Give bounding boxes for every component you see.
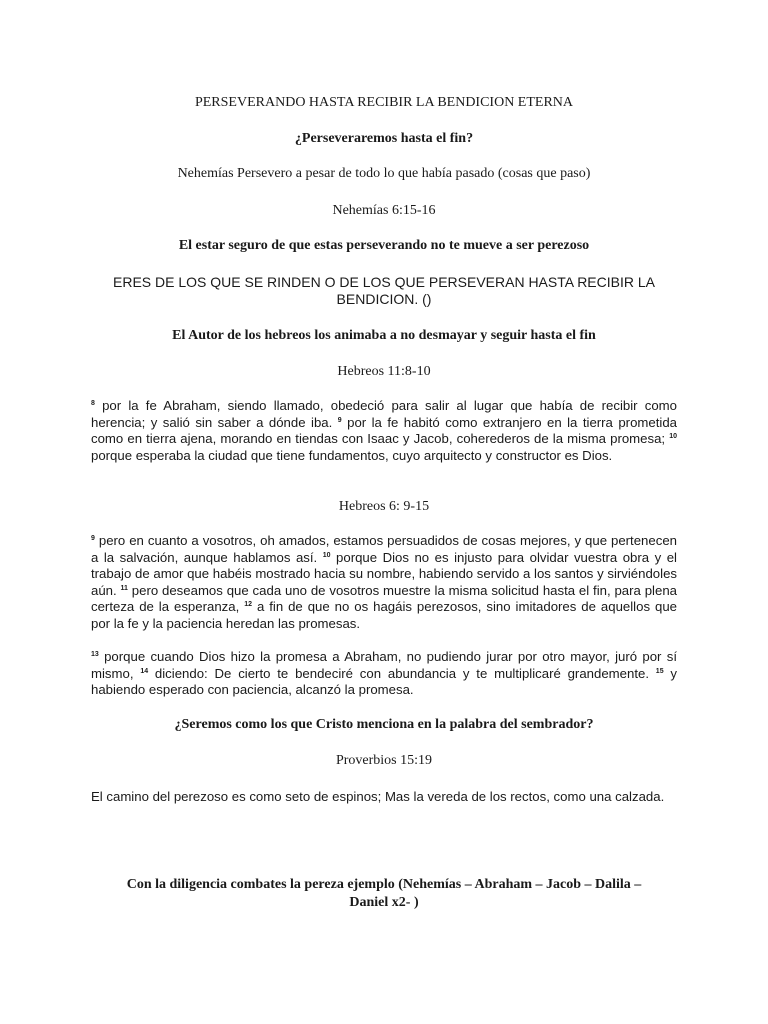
verse-text: porque esperaba la ciudad que tiene fundamentos, cuyo arquitecto y constructor es Dios. bbox=[91, 447, 613, 463]
question-perseverance: ¿Perseveraremos hasta el fin? bbox=[294, 131, 474, 146]
verse-number: 12 bbox=[244, 601, 252, 608]
verse-text: pero deseamos que cada uno de vosotros muestre la misma solicitud hasta el fin, para plena certeza de la esperanza, bbox=[91, 582, 677, 614]
verse-number: 11 bbox=[120, 584, 128, 592]
verse-text: por la fe Abraham, siendo llamado, obedeció para salir al lugar que había de recibir como herencia; y salió sin saber a dónde iba. bbox=[91, 398, 677, 430]
statement-lazy: El estar seguro de que estas perseverando no te mueve a ser perezoso bbox=[178, 238, 590, 253]
verse-number: 9 bbox=[91, 535, 95, 542]
verse-number: 13 bbox=[91, 651, 99, 658]
verse-number: 9 bbox=[337, 416, 342, 424]
verse-text: y habiendo esperado con paciencia, alcanzó la promesa. bbox=[91, 665, 677, 697]
verse-text: diciendo: De cierto te bendeciré con abundancia y te multiplicaré grandemente. bbox=[148, 665, 656, 681]
caps-question bbox=[0, 274, 768, 308]
question-sower: ¿Seremos como los que Cristo menciona en la palabra del sembrador? bbox=[174, 717, 594, 732]
verse-text: porque Dios no es injusto para olvidar vuestra obra y el trabajo de amor que habéis mostrado hacia su nombre, habiendo servido a los santos y sirviéndoles aún. bbox=[91, 549, 677, 598]
reference-nehemias: Nehemías 6:15-16 bbox=[332, 203, 436, 218]
closing-line-2: Daniel x2- ) bbox=[349, 895, 419, 910]
verse-text: pero en cuanto a vosotros, oh amados, estamos persuadidos de cosas mejores, y que pertenecen a la salvación, aunque hablamos así. bbox=[91, 533, 677, 565]
verse-block-hebreos-6-part-1 bbox=[91, 533, 677, 632]
nehemias-note: Nehemías Persevero a pesar de todo lo que había pasado (cosas que paso) bbox=[177, 166, 591, 181]
verse-number: 10 bbox=[322, 551, 331, 559]
verse-text: a fin de que no os hagáis perezosos, sino imitadores de aquellos que por la fe y la paciencia heredan las promesas. bbox=[91, 599, 677, 631]
caps-question-line-2: BENDICION. () bbox=[336, 291, 432, 307]
statement-hebrews-author: El Autor de los hebreos los animaba a no desmayar y seguir hasta el fin bbox=[172, 328, 596, 343]
verse-number: 10 bbox=[669, 433, 677, 440]
document-title: PERSEVERANDO HASTA RECIBIR LA BENDICION ETERNA bbox=[194, 95, 574, 110]
reference-hebreos-6: Hebreos 6: 9-15 bbox=[338, 499, 430, 514]
caps-question-line-1: ERES DE LOS QUE SE RINDEN O DE LOS QUE PERSEVERAN HASTA RECIBIR LA bbox=[113, 274, 655, 290]
verse-block-hebreos-11 bbox=[91, 398, 677, 464]
closing-statement bbox=[0, 876, 768, 912]
verse-text: porque cuando Dios hizo la promesa a Abraham, no pudiendo jurar por otro mayor, juró por sí mismo, bbox=[91, 649, 677, 681]
reference-hebreos-11: Hebreos 11:8-10 bbox=[337, 364, 431, 379]
closing-line-1: Con la diligencia combates la pereza ejemplo (Nehemías – Abraham – Jacob – Dalila – bbox=[126, 877, 642, 892]
proverbios-text: El camino del perezoso es como seto de espinos; Mas la vereda de los rectos, como una calzada. bbox=[91, 789, 665, 804]
verse-number: 14 bbox=[140, 667, 149, 675]
verse-number: 8 bbox=[91, 400, 95, 407]
verse-text: por la fe habitó como extranjero en la tierra prometida como en tierra ajena, morando en tiendas con Isaac y Jacob, coherederos de la misma promesa; bbox=[91, 414, 677, 446]
verse-block-hebreos-6-part-2 bbox=[91, 649, 677, 699]
verse-number: 15 bbox=[655, 667, 664, 675]
reference-proverbios: Proverbios 15:19 bbox=[335, 753, 433, 768]
